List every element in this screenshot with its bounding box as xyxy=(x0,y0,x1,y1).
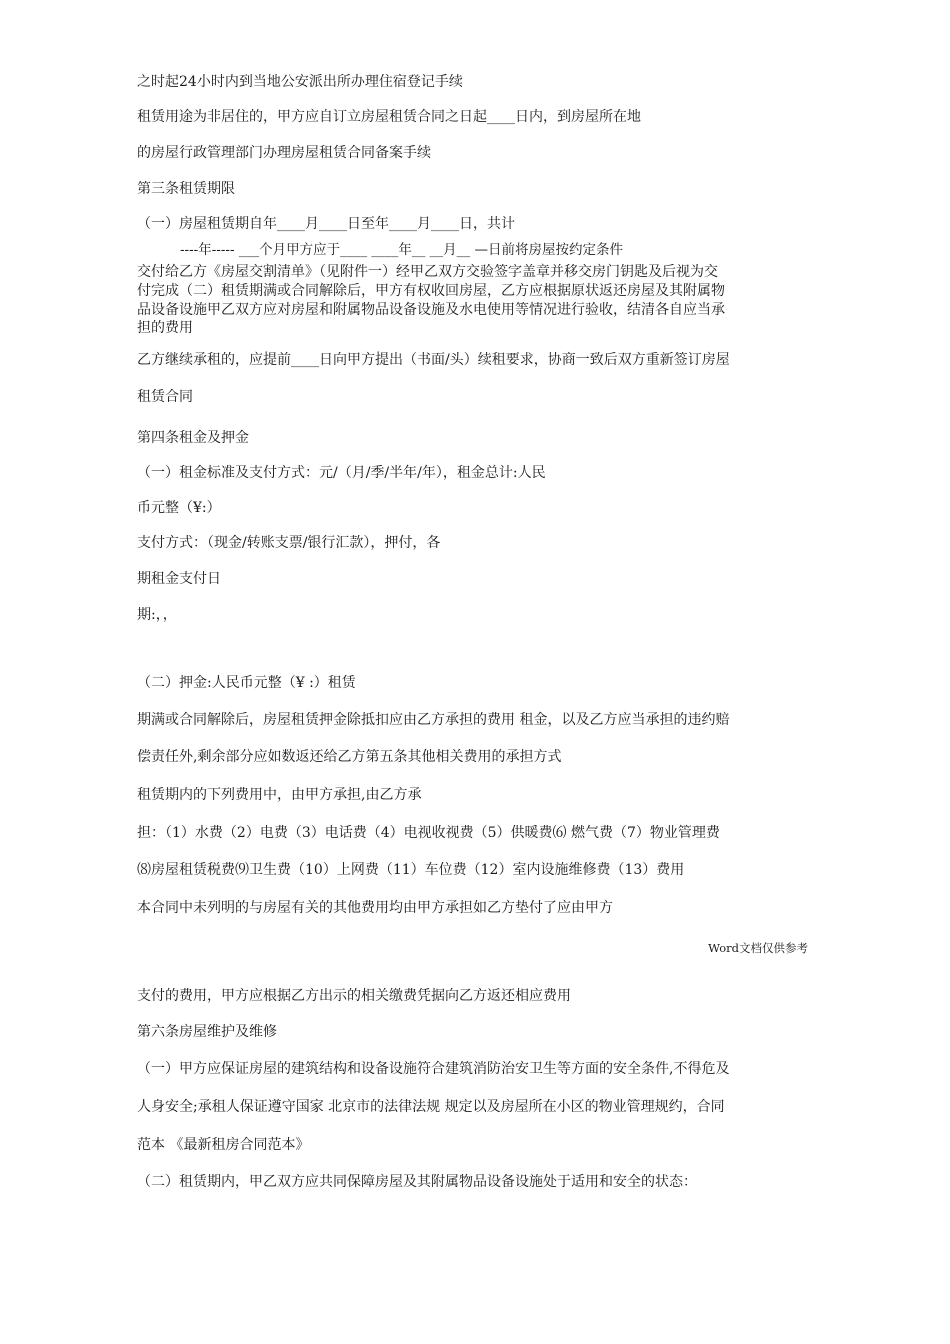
text-line: 人身安全;承租人保证遵守国家 北京市的法律法规 规定以及房屋所在小区的物业管理规约，合同 xyxy=(137,1099,725,1115)
text-line: ----年----- ___个月甲方应于____ ____年__ __月__ —日前将房屋按约定条件 xyxy=(180,242,623,258)
text-line: （二）租赁期内，甲乙双方应共同保障房屋及其附属物品设备设施处于适用和安全的状态： xyxy=(137,1174,697,1190)
text-line: （二）押金:人民币元整（¥ :）租赁 xyxy=(137,675,356,691)
text-line: （一）租金标准及支付方式：元/（月/季/半年/年），租金总计:人民 xyxy=(137,465,546,481)
text-line: 租赁期内的下列费用中，由甲方承担,由乙方承 xyxy=(137,787,422,803)
text-line: （一）房屋租赁期自年____月____日至年____月____日，共计 xyxy=(137,216,515,232)
text-line: 支付的费用，甲方应根据乙方出示的相关缴费凭据向乙方返还相应费用 xyxy=(137,988,571,1004)
text-line: 交付给乙方《房屋交割清单》（见附件一）经甲乙双方交验签字盖章并移交房门钥匙及后视为交 xyxy=(137,264,718,280)
text-line: 期满或合同解除后，房屋租赁押金除抵扣应由乙方承担的费用 租金，以及乙方应当承担的违约赔 xyxy=(137,712,730,728)
section-heading: 第六条房屋维护及维修 xyxy=(137,1024,277,1040)
text-line: 期:，， xyxy=(137,607,177,623)
text-line: 之时起24小时内到当地公安派出所办理住宿登记手续 xyxy=(137,74,463,90)
section-heading: 第四条租金及押金 xyxy=(137,430,249,446)
text-line: ⑻房屋租赁税费⑼卫生费（10）上网费（11）车位费（12）室内设施维修费（13）费用 xyxy=(137,862,685,878)
text-line: 范本 《最新租房合同范本》 xyxy=(137,1137,310,1153)
text-line: 乙方继续承租的，应提前____日向甲方提出（书面/头）续租要求，协商一致后双方重新签订房屋 xyxy=(137,352,730,368)
text-line: 担的费用 xyxy=(137,320,193,336)
text-line: （一）甲方应保证房屋的建筑结构和设备设施符合建筑消防治安卫生等方面的安全条件,不得危及 xyxy=(137,1061,730,1077)
footer-note: Word文档仅供参考 xyxy=(708,941,808,955)
text-line: 的房屋行政管理部门办理房屋租赁合同备案手续 xyxy=(137,145,431,161)
text-line: 币元整（¥:） xyxy=(137,500,221,516)
text-line: 本合同中未列明的与房屋有关的其他费用均由甲方承担如乙方垫付了应由甲方 xyxy=(137,900,613,916)
text-line: 品设备设施甲乙双方应对房屋和附属物品设备设施及水电使用等情况进行验收，结清各自应当承 xyxy=(137,302,725,318)
section-heading: 第三条租赁期限 xyxy=(137,181,235,197)
text-line: 偿责任外,剩余部分应如数返还给乙方第五条其他相关费用的承担方式 xyxy=(137,749,562,765)
text-line: 期租金支付日 xyxy=(137,571,221,587)
text-line: 付完成（二）租赁期满或合同解除后，甲方有权收回房屋，乙方应根据原状返还房屋及其附属物 xyxy=(137,283,725,299)
text-line: 担：（1）水费（2）电费（3）电话费（4）电视收视费（5）供暖费⑹ 燃气费（7）物业管理费 xyxy=(137,825,720,841)
text-line: 租赁合同 xyxy=(137,389,193,405)
text-line: 租赁用途为非居住的，甲方应自订立房屋租赁合同之日起____日内，到房屋所在地 xyxy=(137,109,641,125)
text-line: 支付方式：（现金/转账支票/银行汇款），押付，各 xyxy=(137,535,441,551)
